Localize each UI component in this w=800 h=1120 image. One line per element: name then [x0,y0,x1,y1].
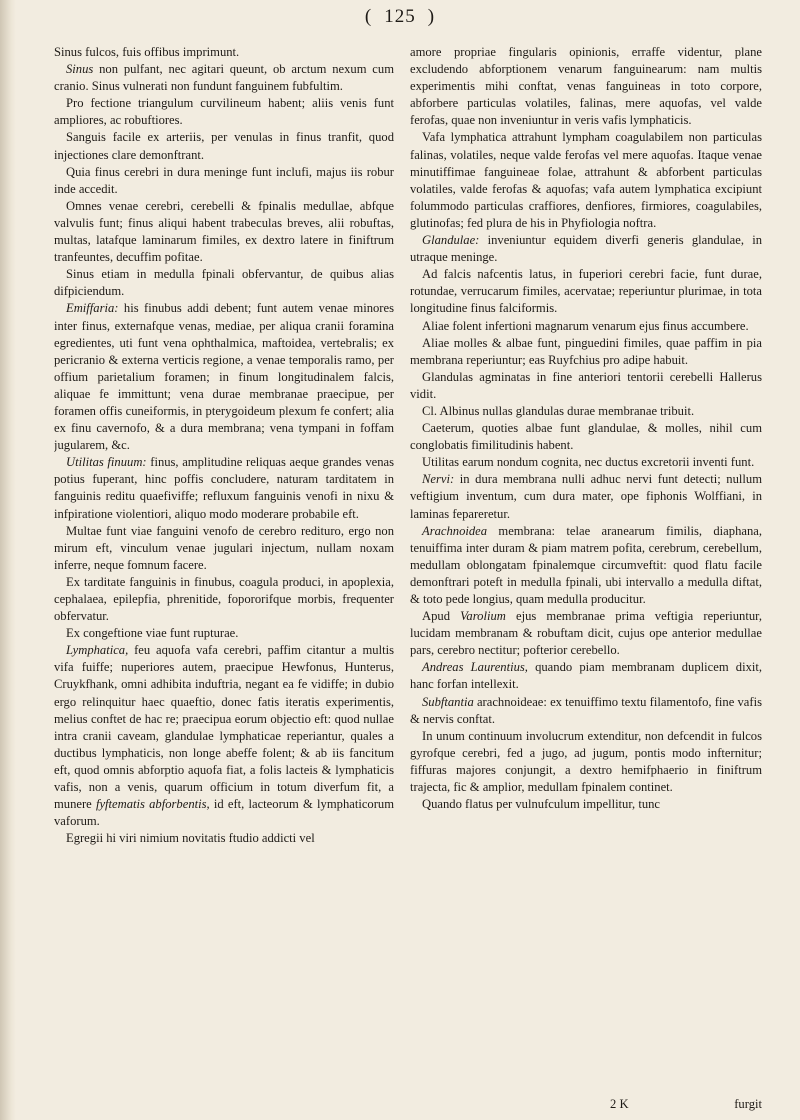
paragraph: Sinus etiam in medulla fpinali obfervantur, de quibus alias difpiciendum. [54,267,394,299]
paragraph: Ex tarditate fanguinis in finubus, coagula produci, in apoplexia, cephalaea, epilepfia, phrenitide, fopororifque morbis, frequenter obfervatur. [54,574,394,624]
paragraph: Ad falcis nafcentis latus, in fuperiori cerebri facie, funt durae, rotundae, verrucarum fimiles, acervatae; reperiuntur plurimae, in tota longitudine finus falciformis. [410,267,762,316]
paragraph: Caeterum, quoties albae funt glandulae, & molles, nihil cum conglobatis fimilitudinis habent. [410,421,762,453]
paragraph: Quia finus cerebri in dura meninge funt inclufi, majus iis robur inde accedit. [54,164,394,196]
paragraph: Glandulas agminatas in fine anteriori tentorii cerebelli Hallerus vidit. [410,369,762,401]
catchword: furgit [734,1097,762,1111]
paragraph: Sinus fulcos, fuis offibus imprimunt. [54,45,240,59]
paragraph: Apud Varolium ejus membranae prima veftigia reperiuntur, lucidam membranam & robuftam dicit, cujus ope anterior medullae pars, cerebro nectitur; pofterior cerebello. [410,609,762,658]
paragraph: amore propriae fingularis opinionis, erraffe videntur, plane excludendo abforptionem venarum fanguinearum: nam multis experimentis mihi conftat, venas fanguineas in toto corpore, abforbere particulas volatiles, falinas, mere aquofas, vel valde ferofas, quae non inveniuntur in veris vafis lymphaticis. [410,45,762,128]
page-header [0,6,800,28]
paragraph: Aliae folent infertioni magnarum venarum ejus finus accumbere. [422,318,749,333]
header-close-paren: ) [427,6,436,27]
paragraph: In unum continuum involucrum extenditur, non defcendit in fulcos gyrofque cerebri, fed a jugo, ad jugum, pontis modo infternitur; fiffuras majores conjungit, a dextro hemifphaerio in finiftrum trajecta, fic & amplior, medullam fpinalem continet. [410,728,762,795]
paragraph: Sinus non pulfant, nec agitari queunt, ob arctum nexum cum cranio. Sinus vulnerati non fundunt fanguinem fubfultim. [54,62,394,94]
paragraph: Andreas Laurentius, quando piam membranam duplicem dixit, hanc forfan intellexit. [410,660,762,692]
header-open-paren: ( [364,6,373,27]
paragraph: Cl. Albinus nullas glandulas durae membranae tribuit. [422,403,695,418]
paragraph: Utilitas finuum: finus, amplitudine reliquas aeque grandes venas potius fuperant, hinc poffis concludere, naturam tarditatem in fanguinis reditu quaefiviffe; refluxum fanguinis venofi in nixu & infpiratione violentiori, aliquo modo moderare probabile eft. [54,455,394,521]
paragraph: Multae funt viae fanguini venofo de cerebro redituro, ergo non mirum eft, vinculum venae jugulari injectum, nullam noxam inferre, neque fomnum facere. [54,523,394,572]
right-column [410,44,762,1104]
signature-mark: 2 K [610,1097,629,1111]
paragraph: Utilitas earum nondum cognita, nec ductus excretorii inventi funt. [422,455,755,470]
paragraph: Lymphatica, feu aquofa vafa cerebri, paffim citantur a multis vifa fuiffe; nuperiores autem, praecipue Hewfonus, Hunterus, Cruykfhank, omni adhibita induftria, negant ea fe vidiffe; in dubio ergo relinquitur haec quaeftio, donec fatis iteratis experimentis, melius conftet de hac re; praecipua eorum objectio eft: quod nullae intra cranii caveam, glandulae lymphaticae reperiantur, quales a ductibus lymphaticis, non longe abeffe folent; & ab iis fancitum eft, quod omnis abforptio aquofa fiat, a folis lacteis & lymphaticis vafis, non a venis, quarum officium in totum diverfum fit, a munere fyftematis abforbentis, id eft, lacteorum & lymphaticorum vaforum. [54,643,394,829]
paragraph: Sanguis facile ex arteriis, per venulas in finus tranfit, quod injectiones clare demonftrant. [54,130,394,162]
page-number: 125 [384,6,416,27]
paragraph: Omnes venae cerebri, cerebelli & fpinalis medullae, abfque valvulis funt; finus aliqui habent trabeculas breves, alii robuftas, multas, latafque laminarum fimiles, ex dextro latere in finiftrum tranfeuntes, decuffim pofitae. [54,198,394,265]
paragraph: Emiffaria: his finubus addi debent; funt autem venae minores inter finus, externafque venas, mediae, per aliqua cranii foramina egredientes, uti funt vena ophthalmica, maftoidea, vertebralis; ex pericranio & externa verticis regione, a venae temporalis ramo, per offium parietalium foramen; in finum longitudinalem falcis, aliquae fe immittunt; vena durae membranae praecipue, per foramen offis cuneiformis, in pterygoideum plexum fe confert; alia ex finu cavernofo, & a dura membrana; vena tympani in foffam jugularem, &c. [54,301,394,453]
paragraph: Ex congeftione viae funt rupturae. [66,626,239,641]
paragraph: Pro fectione triangulum curvilineum habent; aliis venis funt ampliores, ac robuftiores. [54,96,394,128]
left-column [54,44,394,1104]
paragraph: Aliae molles & albae funt, pinguedini fimiles, quae paffim in pia membrana reperiuntur; eas Ruyfchius pro adipe habuit. [410,335,762,367]
paragraph: Arachnoidea membrana: telae aranearum fimilis, diaphana, tenuiffima inter duram & piam matrem pofita, cerebrum, cerebellum, medullam oblongatam fpinalemque circumveftit: quod flatu facile demonftrari poteft in medulla fpinali, ubi intervallo a medulla diftat, & toto pede longius, quam medulla producitur. [410,523,762,606]
paragraph: Egregii hi viri nimium novitatis ftudio addicti vel [66,831,315,846]
paragraph: Subftantia arachnoideae: ex tenuiffimo textu filamentofo, fine vafis & nervis conftat. [410,694,762,726]
paragraph: Nervi: in dura membrana nulli adhuc nervi funt detecti; nullum veftigium inventum, cum dura mater, ope fiphonis Wolffiani, in laminas fepareretur. [410,472,762,521]
paragraph: Quando flatus per vulnufculum impellitur, tunc [422,797,661,812]
page-binding-edge [0,0,16,1120]
paragraph: Glandulae: inveniuntur equidem diverfi generis glandulae, in utraque meninge. [410,233,762,265]
paragraph: Vafa lymphatica attrahunt lympham coagulabilem non particulas falinas, volatiles, neque valde ferofas vel mere aquofas. Itaque venae minutiffimae fanguineae folae, attrahunt & abforbent particulas volatiles, valde ferofas & aquofas; vafa autem lymphatica excipiunt folummodo particulas craffiores, denfiores, firmiores, coagulabiles, glutinofas; fed plura de his in Phyfiologia noftra. [410,130,762,230]
